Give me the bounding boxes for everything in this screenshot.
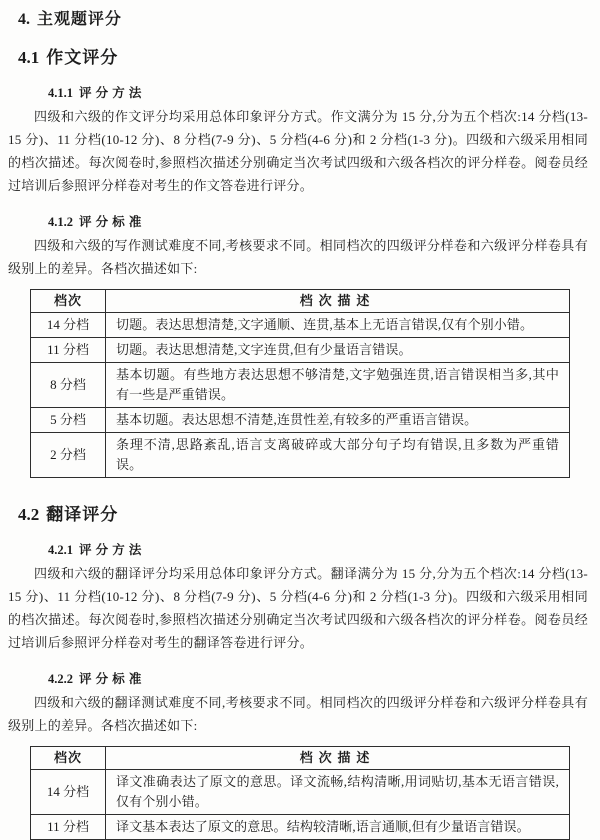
table-row (31, 815, 570, 840)
section-421-text: 评分方法 (79, 543, 146, 557)
column-header-level: 档次 (31, 747, 106, 770)
desc-cell: 切题。表达思想清楚,文字通顺、连贯,基本上无语言错误,仅有个别小错。 (106, 313, 570, 338)
section-422-paragraph: 四级和六级的翻译测试难度不同,考核要求不同。相同档次的四级评分样卷和六级评分样卷具有级别上的差异。各档次描述如下: (8, 695, 588, 733)
desc-cell: 基本切题。有些地方表达思想不够清楚,文字勉强连贯,语言错误相当多,其中有一些是严重错误。 (106, 363, 570, 408)
table-row (31, 770, 570, 815)
section-42-heading (18, 505, 588, 525)
level-cell: 11 分档 (31, 815, 106, 840)
column-header-description: 档次描述 (106, 747, 570, 770)
level-cell: 14 分档 (31, 770, 106, 815)
main-heading-text: 主观题评分 (37, 11, 122, 28)
table-row (31, 313, 570, 338)
section-421-paragraph: 四级和六级的翻译评分均采用总体印象评分方式。翻译满分为 15 分,分为五个档次:14 分档(13-15 分)、11 分档(10-12 分)、8 分档(7-9 分)、5 分档(4-6 分)和 2 分档(1-3 分)。四级和六级采用相同的档次描述。每次阅卷时,参照档次描述分别确定当次考试四级和六级各档次的评分样卷。阅卷员经过培训后参照评分样卷对考生的翻译答卷进行评分。 (8, 566, 588, 650)
table-row (31, 408, 570, 433)
section-411-number: 4.1.1 (48, 86, 73, 100)
section-42-number: 4.2 (18, 505, 40, 524)
desc-cell: 切题。表达思想清楚,文字连贯,但有少量语言错误。 (106, 338, 570, 363)
section-41-number: 4.1 (18, 48, 40, 67)
section-41-text: 作文评分 (46, 48, 119, 67)
section-411-paragraph: 四级和六级的作文评分均采用总体印象评分方式。作文满分为 15 分,分为五个档次:14 分档(13-15 分)、11 分档(10-12 分)、8 分档(7-9 分)、5 分档(4-6 分)和 2 分档(1-3 分)。四级和六级采用相同的档次描述。每次阅卷时,参照档次描述分别确定当次考试四级和六级各档次的评分样卷。阅卷员经过培训后参照评分样卷对考生的作文答卷进行评分。 (8, 109, 588, 193)
translation-rubric-table (30, 746, 570, 840)
desc-cell: 条理不清,思路紊乱,语言支离破碎或大部分句子均有错误,且多数为严重错误。 (106, 433, 570, 478)
level-cell: 11 分档 (31, 338, 106, 363)
main-heading (18, 10, 588, 30)
section-422-heading (48, 671, 588, 687)
section-422-text: 评分标准 (79, 672, 146, 686)
table-row (31, 363, 570, 408)
section-412-heading (48, 214, 588, 230)
section-411-text: 评分方法 (79, 86, 146, 100)
main-heading-number: 4. (18, 11, 30, 28)
section-42-text: 翻译评分 (46, 505, 119, 524)
level-cell: 8 分档 (31, 363, 106, 408)
level-cell: 14 分档 (31, 313, 106, 338)
table-header-row (31, 747, 570, 770)
section-411-heading (48, 85, 588, 101)
section-421-number: 4.2.1 (48, 543, 73, 557)
column-header-description: 档次描述 (106, 290, 570, 313)
section-412-text: 评分标准 (79, 215, 146, 229)
essay-rubric-table (30, 289, 570, 478)
section-412-paragraph: 四级和六级的写作测试难度不同,考核要求不同。相同档次的四级评分样卷和六级评分样卷具有级别上的差异。各档次描述如下: (8, 238, 588, 276)
desc-cell: 译文基本表达了原文的意思。结构较清晰,语言通顺,但有少量语言错误。 (106, 815, 570, 840)
desc-cell: 译文准确表达了原文的意思。译文流畅,结构清晰,用词贴切,基本无语言错误,仅有个别小错。 (106, 770, 570, 815)
table-header-row (31, 290, 570, 313)
section-422-number: 4.2.2 (48, 672, 73, 686)
section-412-number: 4.1.2 (48, 215, 73, 229)
table-row (31, 433, 570, 478)
level-cell: 2 分档 (31, 433, 106, 478)
desc-cell: 基本切题。表达思想不清楚,连贯性差,有较多的严重语言错误。 (106, 408, 570, 433)
column-header-level: 档次 (31, 290, 106, 313)
level-cell: 5 分档 (31, 408, 106, 433)
table-row (31, 338, 570, 363)
section-421-heading (48, 542, 588, 558)
section-41-heading (18, 48, 588, 68)
